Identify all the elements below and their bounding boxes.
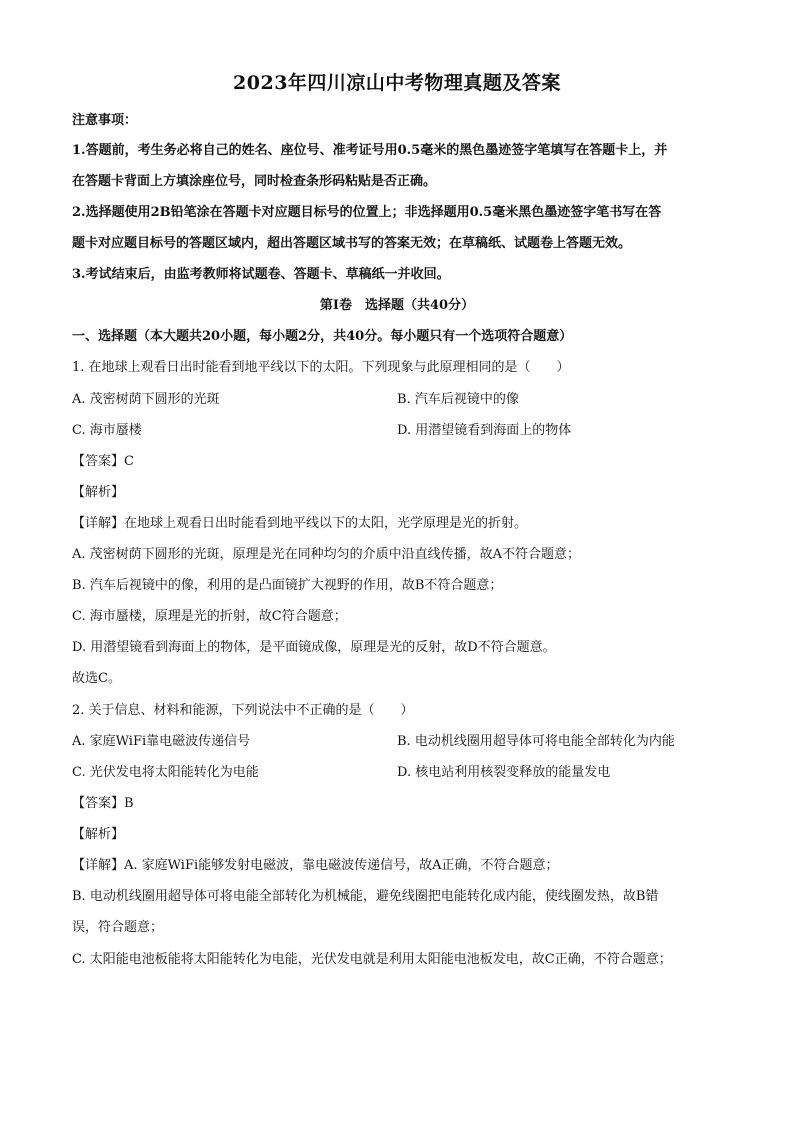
question-1-option-a: A. 茂密树荫下圆形的光斑 [72, 392, 220, 407]
question-1-detail: 【详解】在地球上观看日出时能看到地平线以下的太阳，光学原理是光的折射。 [72, 516, 528, 531]
question-2-answer: 【答案】B [72, 796, 134, 811]
question-2-explain-c: C. 太阳能电池板能将太阳能转化为电能，光伏发电就是利用太阳能电池板发电，故C正确，不符合题意； [72, 952, 672, 967]
question-1-stem: 1. 在地球上观看日出时能看到地平线以下的太阳。下列现象与此原理相同的是（ ） [72, 360, 570, 375]
notice-item-3: 3.考试结束后，由监考教师将试题卷、答题卡、草稿纸一并收回。 [72, 267, 450, 282]
question-2-detail: 【详解】A. 家庭WiFi能够发射电磁波，靠电磁波传递信号，故A正确，不符合题意； [72, 858, 559, 873]
question-1-answer: 【答案】C [72, 454, 134, 469]
document-title: 2023年四川凉山中考物理真题及答案 [233, 72, 561, 94]
question-2-option-b: B. 电动机线圈用超导体可将电能全部转化为内能 [397, 734, 675, 749]
section-title: 第Ⅰ卷 选择题（共40分） [319, 298, 475, 313]
question-1-option-c: C. 海市蜃楼 [72, 423, 142, 438]
question-1-conclusion: 故选C。 [72, 671, 121, 686]
question-1-option-b: B. 汽车后视镜中的像 [397, 392, 519, 407]
question-2-explain-b-line-2: 误，符合题意； [72, 920, 164, 935]
question-2-explain-b-line-1: B. 电动机线圈用超导体可将电能全部转化为机械能，避免线圈把电能转化成内能，使线圈发热，故B错 [72, 889, 659, 904]
question-2-stem: 2. 关于信息、材料和能源，下列说法中不正确的是（ ） [72, 703, 414, 718]
question-1-explain-c: C. 海市蜃楼，原理是光的折射，故C符合题意； [72, 609, 347, 624]
part-heading: 一、选择题（本大题共20小题，每小题2分，共40分。每小题只有一个选项符合题意） [72, 329, 573, 344]
question-1-analysis-label: 【解析】 [72, 485, 125, 500]
question-1-explain-d: D. 用潜望镜看到海面上的物体，是平面镜成像，原理是光的反射，故D不符合题意。 [72, 640, 556, 655]
question-1-explain-a: A. 茂密树荫下圆形的光斑，原理是光在同种均匀的介质中沿直线传播，故A不符合题意； [72, 547, 581, 562]
question-1-explain-b: B. 汽车后视镜中的像，利用的是凸面镜扩大视野的作用，故B不符合题意； [72, 578, 503, 593]
notice-item-2-line-2: 题卡对应题目标号的答题区域内，超出答题区域书写的答案无效；在草稿纸、试题卷上答题无效。 [72, 236, 632, 251]
notice-heading: 注意事项： [72, 113, 138, 128]
notice-item-1-line-2: 在答题卡背面上方填涂座位号，同时检查条形码粘贴是否正确。 [72, 174, 437, 189]
question-2-option-d: D. 核电站利用核裂变释放的能量发电 [397, 765, 611, 780]
question-2-option-c: C. 光伏发电将太阳能转化为电能 [72, 765, 259, 780]
question-2-option-a: A. 家庭WiFi靠电磁波传递信号 [72, 734, 251, 749]
notice-item-1-line-1: 1.答题前，考生务必将自己的姓名、座位号、准考证号用0.5毫米的黑色墨迹签字笔填写在答题卡上，并 [72, 143, 668, 158]
question-1-option-d: D. 用潜望镜看到海面上的物体 [397, 423, 572, 438]
question-2-analysis-label: 【解析】 [72, 827, 125, 842]
notice-item-2-line-1: 2.选择题使用2B铅笔涂在答题卡对应题目标号的位置上；非选择题用0.5毫米黑色墨迹签字笔书写在答 [72, 205, 662, 220]
